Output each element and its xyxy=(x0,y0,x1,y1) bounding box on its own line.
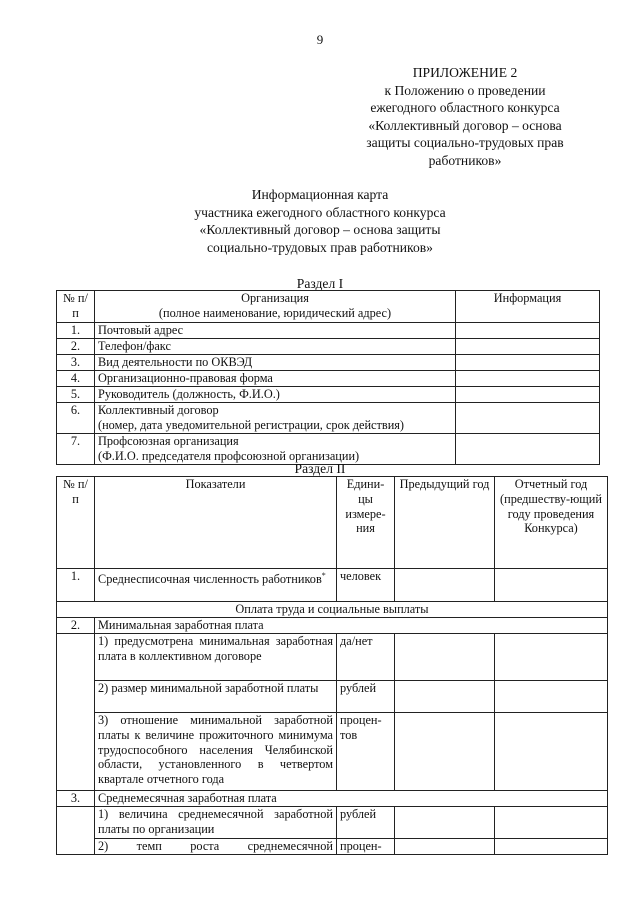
header-report-year: Отчетный год (предшеству-ющий году проведения Конкурса) xyxy=(495,477,608,569)
unit-cell: человек xyxy=(337,569,395,602)
row-label: 2) размер минимальной заработной платы xyxy=(95,681,337,713)
header-unit: Едини-цы измере-ния xyxy=(337,477,395,569)
page-number: 9 xyxy=(316,32,324,47)
header-org-label: Организация xyxy=(241,291,309,305)
row-label: 3) отношение минимальной заработной платы к величине прожиточного минимума трудоспособного населения Челябинской области, установленного в четвертом квартале отчетного года xyxy=(95,713,337,791)
row-label: Организационно-правовая форма xyxy=(95,371,456,387)
header-organization xyxy=(95,291,456,323)
value-cell[interactable] xyxy=(395,807,495,839)
table-row xyxy=(57,713,608,791)
header-previous-year: Предыдущий год xyxy=(395,477,495,569)
section1-title: Раздел I xyxy=(296,276,344,291)
card-title-line: «Коллективный договор – основа защиты xyxy=(199,222,441,237)
card-title-line: участника ежегодного областного конкурса xyxy=(194,204,446,220)
empty-num-cell xyxy=(57,807,95,855)
row-label-main: Профсоюзная организация xyxy=(98,434,239,448)
row-label-sub: (номер, дата уведомительной регистрации, срок действия) xyxy=(98,417,405,432)
unit-cell: рублей xyxy=(337,807,395,839)
appendix-heading xyxy=(330,64,600,169)
row-num: 3. xyxy=(57,791,95,807)
value-cell[interactable] xyxy=(495,569,608,602)
appendix-line: к Положению о проведении xyxy=(384,82,546,98)
value-cell[interactable] xyxy=(495,681,608,713)
card-title-line: Информационная карта xyxy=(251,187,389,202)
header-org-sub: (полное наименование, юридический адрес) xyxy=(158,305,392,320)
table-header-row xyxy=(57,291,600,323)
table-row xyxy=(57,387,600,403)
card-title-line: социально-трудовых прав работников» xyxy=(207,239,433,255)
unit-cell: рублей xyxy=(337,681,395,713)
row-label: 1) предусмотрена минимальная заработная плата в коллективном договоре xyxy=(95,634,337,681)
value-cell[interactable] xyxy=(395,634,495,681)
value-cell[interactable] xyxy=(495,839,608,855)
row-label: Среднемесячная заработная плата xyxy=(95,791,608,807)
appendix-line: ежегодного областного конкурса xyxy=(370,100,560,115)
value-cell[interactable] xyxy=(495,807,608,839)
row-num: 2. xyxy=(57,339,95,355)
row-num: 1. xyxy=(57,569,95,602)
row-label-text: Среднесписочная численность работников xyxy=(98,572,322,587)
header-indicators: Показатели xyxy=(95,477,337,569)
value-cell[interactable] xyxy=(395,569,495,602)
table-row xyxy=(57,323,600,339)
row-label: Телефон/факс xyxy=(95,339,456,355)
section2-title: Раздел II xyxy=(294,461,346,476)
info-cell[interactable] xyxy=(456,434,600,465)
row-num: 3. xyxy=(57,355,95,371)
table-row xyxy=(57,569,608,602)
info-cell[interactable] xyxy=(456,371,600,387)
group-title: Оплата труда и социальные выплаты xyxy=(57,602,608,618)
table-row xyxy=(57,839,608,855)
info-cell[interactable] xyxy=(456,339,600,355)
empty-num-cell xyxy=(57,634,95,791)
row-label: Почтовый адрес xyxy=(95,323,456,339)
header-num: № п/п xyxy=(57,477,95,569)
appendix-line: защиты социально-трудовых прав xyxy=(366,135,564,150)
row-num: 1. xyxy=(57,323,95,339)
value-cell[interactable] xyxy=(495,634,608,681)
row-label-main: Коллективный договор xyxy=(98,403,219,417)
table-row xyxy=(57,403,600,434)
section2-table xyxy=(56,476,608,855)
table-row xyxy=(57,634,608,681)
row-label xyxy=(95,569,337,602)
row-label: 1) величина среднемесячной заработной платы по организации xyxy=(95,807,337,839)
row-label: Руководитель (должность, Ф.И.О.) xyxy=(95,387,456,403)
table-row xyxy=(57,618,608,634)
header-info: Информация xyxy=(456,291,600,323)
appendix-line: «Коллективный договор – основа xyxy=(368,117,562,133)
row-num: 5. xyxy=(57,387,95,403)
header-num: № п/п xyxy=(57,291,95,323)
appendix-line: ПРИЛОЖЕНИЕ 2 xyxy=(412,65,518,80)
table-row xyxy=(57,434,600,465)
unit-cell: процен- xyxy=(337,839,395,855)
unit-cell: да/нет xyxy=(337,634,395,681)
unit-cell: процен-тов xyxy=(337,713,395,791)
footnote-mark: * xyxy=(321,571,326,580)
info-cell[interactable] xyxy=(456,403,600,434)
section1-table xyxy=(56,290,600,465)
value-cell[interactable] xyxy=(395,839,495,855)
appendix-line: работников» xyxy=(428,152,502,168)
row-num: 7. xyxy=(57,434,95,465)
info-cell[interactable] xyxy=(456,387,600,403)
value-cell[interactable] xyxy=(495,713,608,791)
row-label: Вид деятельности по ОКВЭД xyxy=(95,355,456,371)
group-row xyxy=(57,602,608,618)
table-row xyxy=(57,371,600,387)
table-row xyxy=(57,681,608,713)
row-num: 2. xyxy=(57,618,95,634)
table-row xyxy=(57,791,608,807)
row-num: 4. xyxy=(57,371,95,387)
table-row xyxy=(57,807,608,839)
row-label xyxy=(95,434,456,465)
table-row xyxy=(57,355,600,371)
row-label-sub: (Ф.И.О. председателя профсоюзной организации) xyxy=(98,448,360,463)
row-num: 6. xyxy=(57,403,95,434)
row-label: Минимальная заработная плата xyxy=(95,618,608,634)
card-title xyxy=(150,186,490,256)
info-cell[interactable] xyxy=(456,355,600,371)
table-row xyxy=(57,339,600,355)
value-cell[interactable] xyxy=(395,681,495,713)
value-cell[interactable] xyxy=(395,713,495,791)
row-label xyxy=(95,403,456,434)
info-cell[interactable] xyxy=(456,323,600,339)
table-header-row xyxy=(57,477,608,569)
row-label: 2) темп роста среднемесячной xyxy=(95,839,337,855)
